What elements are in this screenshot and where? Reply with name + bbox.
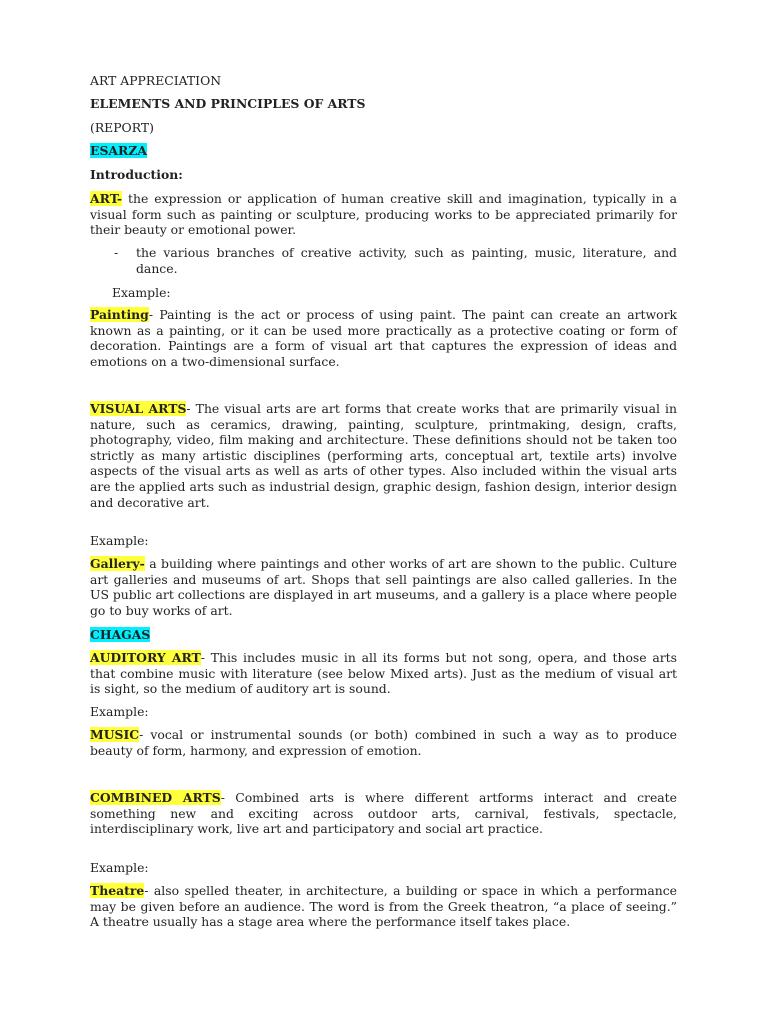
art-definition: the expression or application of human creative skill and imagination, typically in a visual form such as painting or sculpture, producing works to be appreciated primarily for their beauty or emotional power. (90, 191, 677, 238)
visual-arts-paragraph (90, 401, 677, 510)
combined-arts-paragraph (90, 790, 677, 837)
gallery-definition: a building where paintings and other works of art are shown to the public. Culture art galleries and museums of art. Shops that sell paintings are also called galleries. In the US public art collections are displayed in art museums, and a gallery is a place where people go to buy works of art. (90, 556, 677, 618)
painting-definition: - Painting is the act or process of using paint. The paint can create an artwork known as a painting, or it can be used more practically as a protective coating or form of decoration. Paintings are a form of visual art that captures the expression of ideas and emotions on a two-dimensional surface. (90, 307, 677, 369)
intro-heading: Introduction: (90, 167, 183, 182)
theatre-paragraph (90, 883, 677, 930)
term-painting: Painting (90, 307, 149, 322)
auditory-art-definition: - This includes music in all its forms but not song, opera, and those arts that combine music with literature (see below Mixed arts). Just as the medium of visual art is sight, so the medium of auditory art is sound. (90, 650, 677, 697)
example-label: Example: (90, 860, 149, 875)
combined-arts-definition: - Combined arts is where different artforms interact and create something new and exciting across outdoor arts, carnival, festivals, spectacle, interdisciplinary work, live art and participatory and social art practice. (90, 790, 677, 837)
term-visual-arts: VISUAL ARTS (90, 401, 187, 416)
music-paragraph (90, 727, 677, 758)
author-label: ESARZA (90, 143, 147, 158)
theatre-definition: - also spelled theater, in architecture, a building or space in which a performance may be given before an audience. The word is from the Greek theatron, “a place of seeing.” A theatre usually has a stage area where the performance itself takes place. (90, 883, 677, 930)
example-label: Example: (90, 704, 149, 719)
music-definition: - vocal or instrumental sounds (or both) combined in such a way as to produce beauty of form, harmony, and expression of emotion. (90, 727, 677, 758)
course-title: ART APPRECIATION (90, 73, 222, 88)
report-tag: (REPORT) (90, 120, 154, 135)
art-bullet-text: the various branches of creative activity, such as painting, music, literature, and dance. (136, 245, 677, 276)
author-chagas (90, 627, 677, 643)
term-gallery: Gallery- (90, 556, 145, 571)
author-label: CHAGAS (90, 627, 151, 642)
auditory-art-paragraph (90, 650, 677, 697)
term-music: MUSIC (90, 727, 140, 742)
art-paragraph (90, 191, 677, 238)
term-theatre: Theatre (90, 883, 145, 898)
example-label: Example: (90, 533, 149, 548)
term-auditory-art: AUDITORY ART (90, 650, 201, 665)
painting-paragraph (90, 307, 677, 369)
term-art: ART- (90, 191, 123, 206)
example-label: Example: (112, 285, 171, 300)
report-title: ELEMENTS AND PRINCIPLES OF ARTS (90, 96, 366, 111)
bullet-dash: - (114, 245, 119, 260)
author-esarza (90, 143, 677, 159)
visual-arts-definition: - The visual arts are art forms that create works that are primarily visual in nature, such as ceramics, drawing, painting, sculpture, printmaking, design, crafts, photography, video, film making and architecture. These definitions should not be taken too strictly as many artistic disciplines (performing arts, conceptual art, textile arts) involve aspects of the visual arts as well as arts of other types. Also included within the visual arts are the applied arts such as industrial design, graphic design, fashion design, interior design and decorative art. (90, 401, 677, 510)
gallery-paragraph (90, 556, 677, 618)
term-combined-arts: COMBINED ARTS (90, 790, 221, 805)
art-bullet (114, 245, 677, 276)
